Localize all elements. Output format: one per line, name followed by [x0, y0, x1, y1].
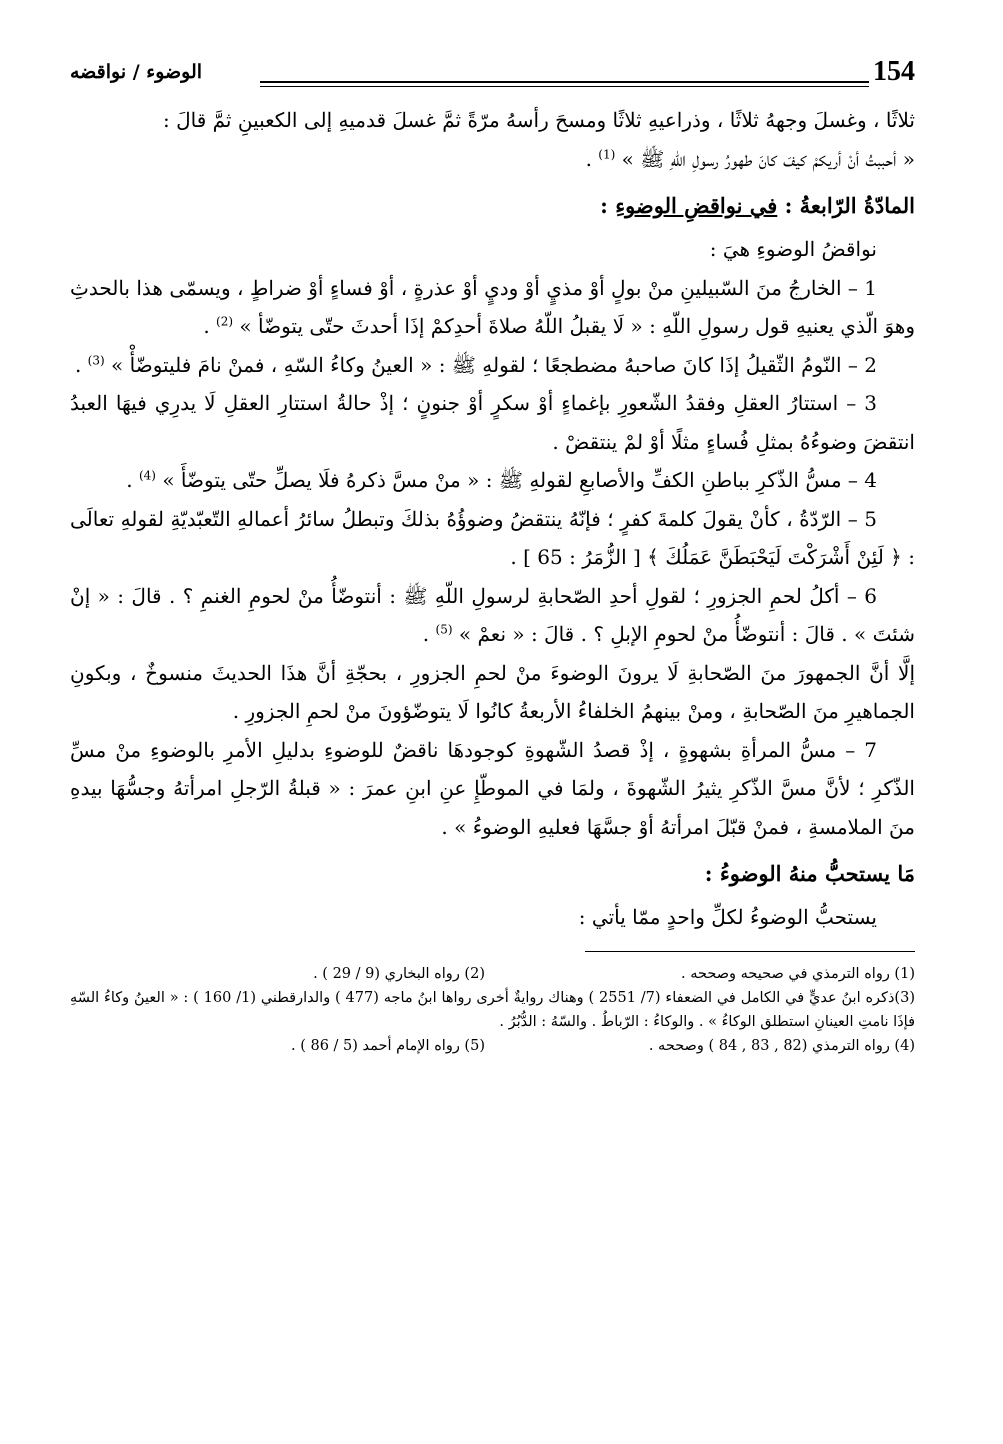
header-rule [260, 81, 869, 87]
footnote-5: (5) رواه الإمام أحمد (5 / 86 ) . [290, 1037, 485, 1054]
footnotes [70, 962, 915, 1058]
footnote-1: (1) رواه الترمذي في صحيحه وصححه . [680, 965, 915, 982]
list-item-3: 3 – استتارُ العقلِ وفقدُ الشّعورِ بإغماءٍ أوْ سكرٍ أوْ جنونٍ ؛ إذْ حالةُ استتارِ العقلِ لَا يدرِي فيهَا العبدُ انتقضَ وضوءُهُ بمثلِ فُساءٍ مثلًا أوْ لمْ ينتقضْ . [70, 391, 915, 454]
list-item-6: 6 – أكلُ لحمِ الجزورِ ؛ لقولِ أحدِ الصّحابةِ لرسولِ اللّهِ ﷺ : أنتوضّأُ منْ لحومِ الغنمِ ؟ . قالَ : « إنْ شئتَ » . قالَ : أنتوضّأُ منْ لحومِ الإبلِ ؟ . قالَ : « نعمْ » $^{(5)}$ . [70, 583, 915, 646]
footnote-ref[interactable]: (2) [216, 314, 234, 329]
footnote-ref[interactable]: (1) [598, 146, 616, 161]
page [70, 55, 915, 1058]
list-item-text: 1 – الخارجُ منَ السّبيلينِ منْ بولٍ أوْ مذيٍ أوْ وديٍ أوْ عذرةٍ ، أوْ فساءٍ أوْ ضراطٍ ، ويسمّى هذا بالحدثِ وهوَ الّذي يعنيهِ قول رسولِ اللّهِ : « لَا يقبلُ اللّهُ صلاةَ أحدِكمْ إذَا أحدثَ حتّى يتوضّأ » [70, 275, 915, 338]
list-item-1: 1 – الخارجُ منَ السّبيلينِ منْ بولٍ أوْ مذيٍ أوْ وديٍ أوْ عذرةٍ ، أوْ فساءٍ أوْ ضراطٍ ، ويسمّى هذا بالحدثِ وهوَ الّذي يعنيهِ قول رسولِ اللّهِ : « لَا يقبلُ اللّهُ صلاةَ أحدِكمْ إذَا أحدثَ حتّى يتوضّأ » $^{(2)}$ . [70, 275, 915, 338]
footnote-2: (2) رواه البخاري (9 / 29 ) . [313, 965, 485, 982]
list-item-text: 6 – أكلُ لحمِ الجزورِ ؛ لقولِ أحدِ الصّحابةِ لرسولِ اللّهِ ﷺ : أنتوضّأُ منْ لحومِ الغنمِ ؟ . قالَ : « إنْ شئتَ » . قالَ : أنتوضّأُ منْ لحومِ الإبلِ ؟ . قالَ : « نعمْ » [70, 583, 915, 646]
footnote-divider [585, 951, 915, 952]
page-header [70, 55, 915, 95]
list-item-7: 7 – مسُّ المرأةِ بشهوةٍ ، إذْ قصدُ الشّهوةِ كوجودهَا ناقضٌ للوضوءِ بدليلِ الأمرِ بالوضوءِ منْ مسِّ الذّكرِ ؛ لأنَّ مسَّ الذّكرِ يثيرُ الشّهوةَ ، ولمَا في الموطّإِ عنِ ابنِ عمرَ : « قبلةُ الرّجلِ امرأتهُ وجسُّهَا بيدهِ منَ الملامسةِ ، فمنْ قبّلَ امرأتهُ أوْ جسَّهَا فعليهِ الوضوءُ » . [70, 737, 915, 839]
running-title: الوضوء / نواقضه [70, 61, 203, 83]
intro-line: نواقضُ الوضوءِ هيَ : [709, 237, 877, 261]
list-item-text: 4 – مسُّ الذّكرِ بباطنِ الكفِّ والأصابعِ لقولهِ ﷺ : « منْ مسَّ ذكرهُ فلَا يصلِّ حتّى يتوضّأَ » [162, 468, 877, 492]
continuation-line-1: ثلاثًا ، وغسلَ وجههُ ثلاثًا ، وذراعيهِ ثلاثًا ومسحَ رأسهُ مرّةً ثمَّ غسلَ قدميهِ إلى الكعبينِ ثمَّ قالَ : [162, 108, 915, 132]
continuation-line-2: « أحببتُ أنْ أريكمْ كيفَ كانَ طهورُ رسولِ اللّهِ ﷺ » [621, 146, 915, 171]
footnote-row [70, 962, 915, 986]
heading-suffix: : [600, 193, 616, 218]
footnote-ref[interactable]: (4) [138, 468, 156, 483]
paragraph-continuation [70, 101, 915, 178]
sentence-end: . [585, 146, 592, 171]
section-heading-recommended: مَا يستحبُّ منهُ الوضوءُ : [704, 861, 915, 886]
list-item-2: 2 – النّومُ الثّقيلُ إذَا كانَ صاحبهُ مضطجعًا ؛ لقولهِ ﷺ : « العينُ وكاءُ السّهِ ، فمنْ نامَ فليتوضّأْ » $^{(3)}$ . [74, 352, 877, 377]
section-heading-nullifiers [70, 186, 915, 226]
list-item-4: 4 – مسُّ الذّكرِ بباطنِ الكفِّ والأصابعِ لقولهِ ﷺ : « منْ مسَّ ذكرهُ فلَا يصلِّ حتّى يتوضّأَ » $^{(4)}$ . [126, 468, 877, 492]
heading-main: في نواقضِ الوضوءِ [615, 193, 778, 218]
list-item-5: 5 – الرّدّةُ ، كأنْ يقولَ كلمةَ كفرٍ ؛ فإنّهُ ينتقضُ وضوؤُهُ بذلكَ وتبطلُ سائرُ أعمالهِ التّعبّديّةِ لقولهِ تعالَى : ﴿ لَئِنْ أَشْرَكْتَ لَيَحْبَطَنَّ عَمَلُكَ ﴾ [ الزُّمَرُ : 65 ] . [70, 506, 915, 569]
footnote-row [70, 1034, 915, 1058]
heading-prefix: المادّةُ الرّابعةُ : [777, 193, 915, 218]
footnote-ref[interactable]: (3) [87, 352, 105, 367]
closing-line: يستحبُّ الوضوءُ لكلِّ واحدٍ ممّا يأتي : [578, 905, 877, 929]
list-item-text: 2 – النّومُ الثّقيلُ إذَا كانَ صاحبهُ مضطجعًا ؛ لقولهِ ﷺ : « العينُ وكاءُ السّهِ ، فمنْ نامَ فليتوضّأْ » [111, 352, 877, 377]
exception-paragraph: إلَّا أنَّ الجمهورَ منَ الصّحابةِ لَا يرونَ الوضوءَ منْ لحمِ الجزورِ ، بحجّةِ أنَّ هذَا الحديثَ منسوخٌ ، وبكونِ الجماهيرِ منَ الصّحابةِ ، ومنْ بينهمُ الخلفاءُ الأربعةُ كانُوا لَا يتوضّؤونَ منْ لحمِ الجزورِ . [70, 660, 915, 723]
footnote-3: (3)ذكره ابنُ عديٍّ في الكامل في الضعفاء (7/ 2551 ) وهناك روايةٌ أخرى رواها ابنُ ماجه (477 ) والدارقطني (1/ 160 ) : « العينُ وكاءُ السّهِ فإذَا نامتِ العينانِ استطلق الوكاءُ » . والوكاءُ : الرّباطُ . والسّهُ : الدُّبُرُ . [70, 989, 915, 1030]
body-text [70, 101, 915, 937]
footnote-ref[interactable]: (5) [435, 622, 453, 637]
footnote-4: (4) رواه الترمذي (82 , 83 , 84 ) وصححه . [648, 1037, 915, 1054]
page-number: 154 [873, 56, 915, 87]
